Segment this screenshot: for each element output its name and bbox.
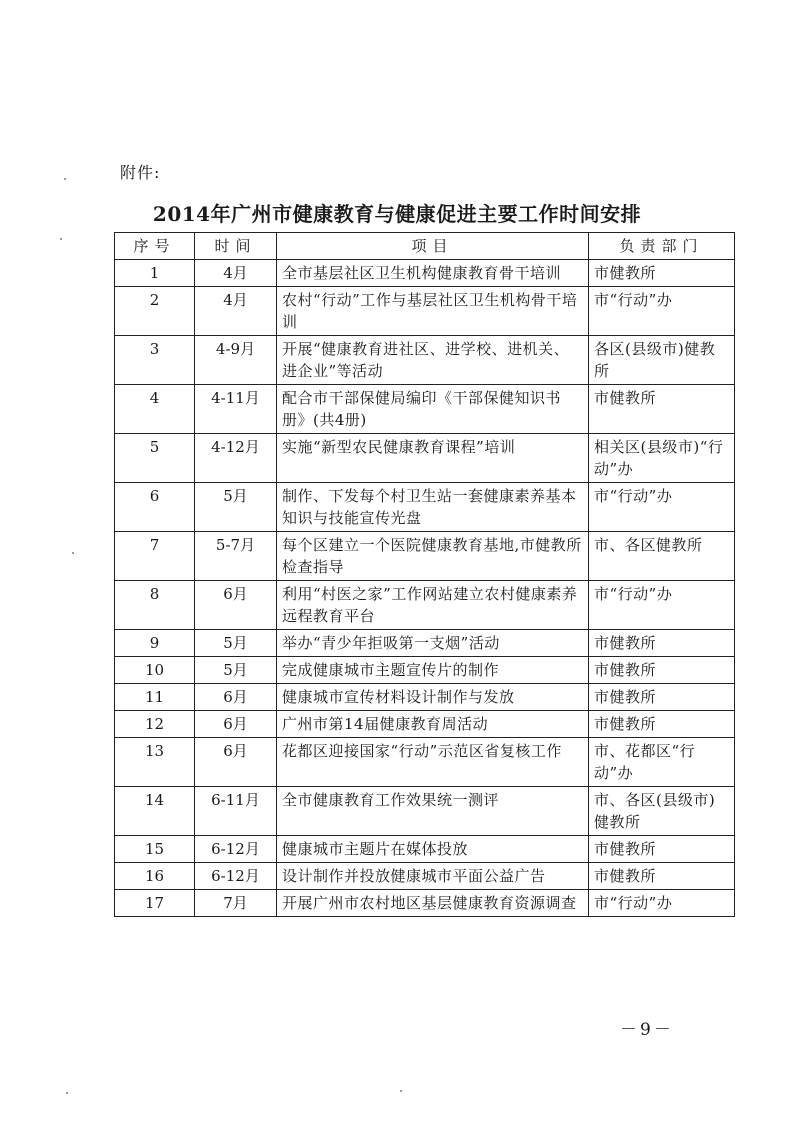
row-number: 17: [115, 890, 195, 917]
row-department: 市、各区(县级市)健教所: [589, 787, 735, 836]
row-department: 市健教所: [589, 711, 735, 738]
row-item: 制作、下发每个村卫生站一套健康素养基本知识与技能宣传光盘: [277, 483, 589, 532]
row-number: 15: [115, 836, 195, 863]
row-department: 市“行动”办: [589, 581, 735, 630]
row-time: 4月: [195, 260, 277, 287]
scan-speck: [72, 552, 74, 554]
scan-speck: [60, 238, 62, 240]
row-time: 6-12月: [195, 836, 277, 863]
row-department: 市健教所: [589, 836, 735, 863]
row-item: 完成健康城市主题宣传片的制作: [277, 657, 589, 684]
row-item: 全市健康教育工作效果统一测评: [277, 787, 589, 836]
row-item: 健康城市主题片在媒体投放: [277, 836, 589, 863]
schedule-table: [114, 232, 735, 917]
row-department: 市、各区健教所: [589, 532, 735, 581]
table-row: [115, 260, 735, 287]
row-time: 6月: [195, 738, 277, 787]
row-number: 11: [115, 684, 195, 711]
row-number: 9: [115, 630, 195, 657]
row-time: 6-11月: [195, 787, 277, 836]
row-number: 4: [115, 385, 195, 434]
row-number: 2: [115, 287, 195, 336]
row-department: 市“行动”办: [589, 287, 735, 336]
table-row: [115, 836, 735, 863]
row-number: 16: [115, 863, 195, 890]
row-time: 5月: [195, 630, 277, 657]
row-item: 开展“健康教育进社区、进学校、进机关、进企业”等活动: [277, 336, 589, 385]
row-item: 每个区建立一个医院健康教育基地,市健教所检查指导: [277, 532, 589, 581]
page-number: －9－: [620, 1020, 674, 1040]
table-row: [115, 684, 735, 711]
row-item: 开展广州市农村地区基层健康教育资源调查: [277, 890, 589, 917]
table-row: [115, 630, 735, 657]
row-time: 6-12月: [195, 863, 277, 890]
row-time: 7月: [195, 890, 277, 917]
row-item: 全市基层社区卫生机构健康教育骨干培训: [277, 260, 589, 287]
row-time: 5月: [195, 483, 277, 532]
row-department: 相关区(县级市)“行动”办: [589, 434, 735, 483]
row-time: 4-12月: [195, 434, 277, 483]
row-time: 6月: [195, 684, 277, 711]
row-department: 市、花都区“行动”办: [589, 738, 735, 787]
scan-speck: [400, 1090, 402, 1092]
row-department: 各区(县级市)健教所: [589, 336, 735, 385]
row-department: 市“行动”办: [589, 483, 735, 532]
row-item: 利用“村医之家”工作网站建立农村健康素养远程教育平台: [277, 581, 589, 630]
table-row: [115, 711, 735, 738]
row-item: 举办“青少年拒吸第一支烟”活动: [277, 630, 589, 657]
row-number: 8: [115, 581, 195, 630]
row-time: 5月: [195, 657, 277, 684]
table-row: [115, 532, 735, 581]
row-number: 5: [115, 434, 195, 483]
table-row: [115, 483, 735, 532]
row-time: 5-7月: [195, 532, 277, 581]
row-item: 花都区迎接国家“行动”示范区省复核工作: [277, 738, 589, 787]
scan-speck: [66, 1092, 68, 1094]
row-item: 实施“新型农民健康教育课程”培训: [277, 434, 589, 483]
row-number: 10: [115, 657, 195, 684]
header-item: 项目: [277, 233, 589, 260]
row-department: 市健教所: [589, 657, 735, 684]
row-department: 市健教所: [589, 630, 735, 657]
table-row: [115, 385, 735, 434]
table-row: [115, 581, 735, 630]
row-number: 6: [115, 483, 195, 532]
table-row: [115, 336, 735, 385]
table-row: [115, 890, 735, 917]
row-department: 市健教所: [589, 863, 735, 890]
row-number: 12: [115, 711, 195, 738]
scan-speck: [64, 178, 66, 180]
row-time: 4-9月: [195, 336, 277, 385]
row-time: 6月: [195, 581, 277, 630]
row-item: 设计制作并投放健康城市平面公益广告: [277, 863, 589, 890]
header-number: 序号: [115, 233, 195, 260]
table-row: [115, 657, 735, 684]
row-department: 市“行动”办: [589, 890, 735, 917]
attachment-label: 附件:: [120, 163, 161, 182]
row-department: 市健教所: [589, 684, 735, 711]
row-number: 13: [115, 738, 195, 787]
row-item: 健康城市宣传材料设计制作与发放: [277, 684, 589, 711]
row-item: 配合市干部保健局编印《干部保健知识书册》(共4册): [277, 385, 589, 434]
row-department: 市健教所: [589, 260, 735, 287]
table-header-row: [115, 233, 735, 260]
table-row: [115, 863, 735, 890]
row-number: 3: [115, 336, 195, 385]
table-row: [115, 287, 735, 336]
row-number: 7: [115, 532, 195, 581]
table-row: [115, 787, 735, 836]
row-item: 农村“行动”工作与基层社区卫生机构骨干培训: [277, 287, 589, 336]
table-row: [115, 738, 735, 787]
header-time: 时间: [195, 233, 277, 260]
row-number: 1: [115, 260, 195, 287]
table-row: [115, 434, 735, 483]
header-department: 负责部门: [589, 233, 735, 260]
row-item: 广州市第14届健康教育周活动: [277, 711, 589, 738]
document-title: 2014年广州市健康教育与健康促进主要工作时间安排: [152, 202, 642, 226]
row-time: 4月: [195, 287, 277, 336]
row-number: 14: [115, 787, 195, 836]
row-time: 6月: [195, 711, 277, 738]
row-department: 市健教所: [589, 385, 735, 434]
row-time: 4-11月: [195, 385, 277, 434]
